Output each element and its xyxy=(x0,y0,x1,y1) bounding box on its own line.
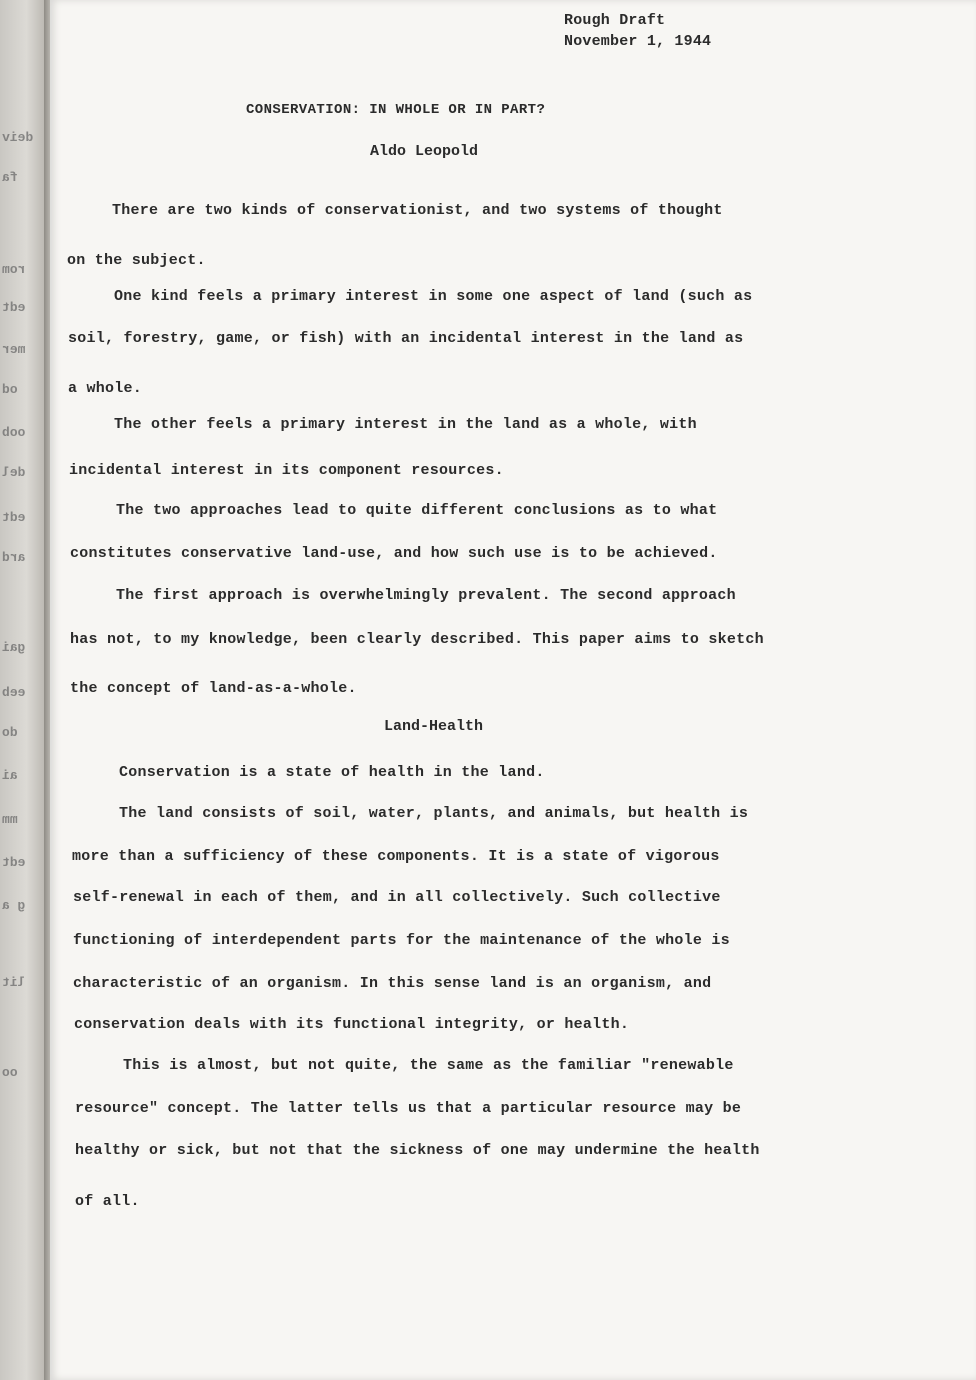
facing-page-text-fragment: rom xyxy=(2,262,26,277)
facing-page-text-fragment: edt xyxy=(2,855,26,870)
text-line: of all. xyxy=(75,1193,140,1210)
text-line: functioning of interdependent parts for the maintenance of the whole is xyxy=(73,932,730,949)
facing-page-text-fragment: edt xyxy=(2,300,26,315)
text-line: One kind feels a primary interest in some one aspect of land (such as xyxy=(114,288,753,305)
facing-page-text-fragment: mer xyxy=(2,342,26,357)
text-line: constitutes conservative land-use, and how such use is to be achieved. xyxy=(70,545,718,562)
facing-page-text-fragment: edt xyxy=(2,510,26,525)
text-line: soil, forestry, game, or fish) with an incidental interest in the land as xyxy=(68,330,744,347)
text-line: The land consists of soil, water, plants, and animals, but health is xyxy=(119,805,749,822)
facing-page-text-fragment: eeb xyxy=(2,685,26,700)
text-line: Conservation is a state of health in the land. xyxy=(119,764,545,781)
text-line: This is almost, but not quite, the same as the familiar "renewable xyxy=(123,1057,734,1074)
facing-page-text-fragment: g a xyxy=(2,898,26,913)
text-line: on the subject. xyxy=(67,252,206,269)
facing-page-text-fragment: gai xyxy=(2,640,26,655)
author-name: Aldo Leopold xyxy=(370,143,479,160)
draft-header xyxy=(564,10,711,52)
facing-page-text-fragment: do xyxy=(2,725,18,740)
text-line: The other feels a primary interest in the land as a whole, with xyxy=(114,416,697,433)
text-line: more than a sufficiency of these components. It is a state of vigorous xyxy=(72,848,720,865)
text-line: conservation deals with its functional integrity, or health. xyxy=(74,1016,630,1033)
facing-page-text-fragment: lit xyxy=(2,975,26,990)
draft-date: November 1, 1944 xyxy=(564,33,712,50)
facing-page-text-fragment: oob xyxy=(2,425,26,440)
facing-page-text-fragment: od xyxy=(2,382,18,397)
text-line: self-renewal in each of them, and in all collectively. Such collective xyxy=(73,889,721,906)
facing-page-text-fragment: fa xyxy=(2,170,18,185)
facing-page-text-fragment: del xyxy=(2,465,26,480)
text-line: has not, to my knowledge, been clearly described. This paper aims to sketch xyxy=(70,631,764,648)
section-heading: Land-Health xyxy=(384,718,484,735)
facing-page-text-fragment: mm xyxy=(2,812,18,827)
text-line: The first approach is overwhelmingly prevalent. The second approach xyxy=(116,587,736,604)
text-line: resource" concept. The latter tells us that a particular resource may be xyxy=(75,1100,742,1117)
document-title: CONSERVATION: IN WHOLE OR IN PART? xyxy=(246,102,546,118)
text-line: There are two kinds of conservationist, and two systems of thought xyxy=(112,202,723,219)
text-line: a whole. xyxy=(68,380,143,397)
typewritten-page xyxy=(50,0,976,1380)
text-line: incidental interest in its component resources. xyxy=(69,462,504,479)
facing-page-text-fragment: deiv xyxy=(2,130,34,145)
facing-page-text-fragment: ard xyxy=(2,550,26,565)
facing-page-text-fragment: ai xyxy=(2,768,18,783)
facing-page-edge xyxy=(0,0,44,1380)
draft-label: Rough Draft xyxy=(564,12,666,29)
text-line: characteristic of an organism. In this sense land is an organism, and xyxy=(73,975,712,992)
text-line: the concept of land-as-a-whole. xyxy=(70,680,357,697)
facing-page-text-fragment: oo xyxy=(2,1065,18,1080)
text-line: The two approaches lead to quite different conclusions as to what xyxy=(116,502,718,519)
text-line: healthy or sick, but not that the sickness of one may undermine the health xyxy=(75,1142,760,1159)
